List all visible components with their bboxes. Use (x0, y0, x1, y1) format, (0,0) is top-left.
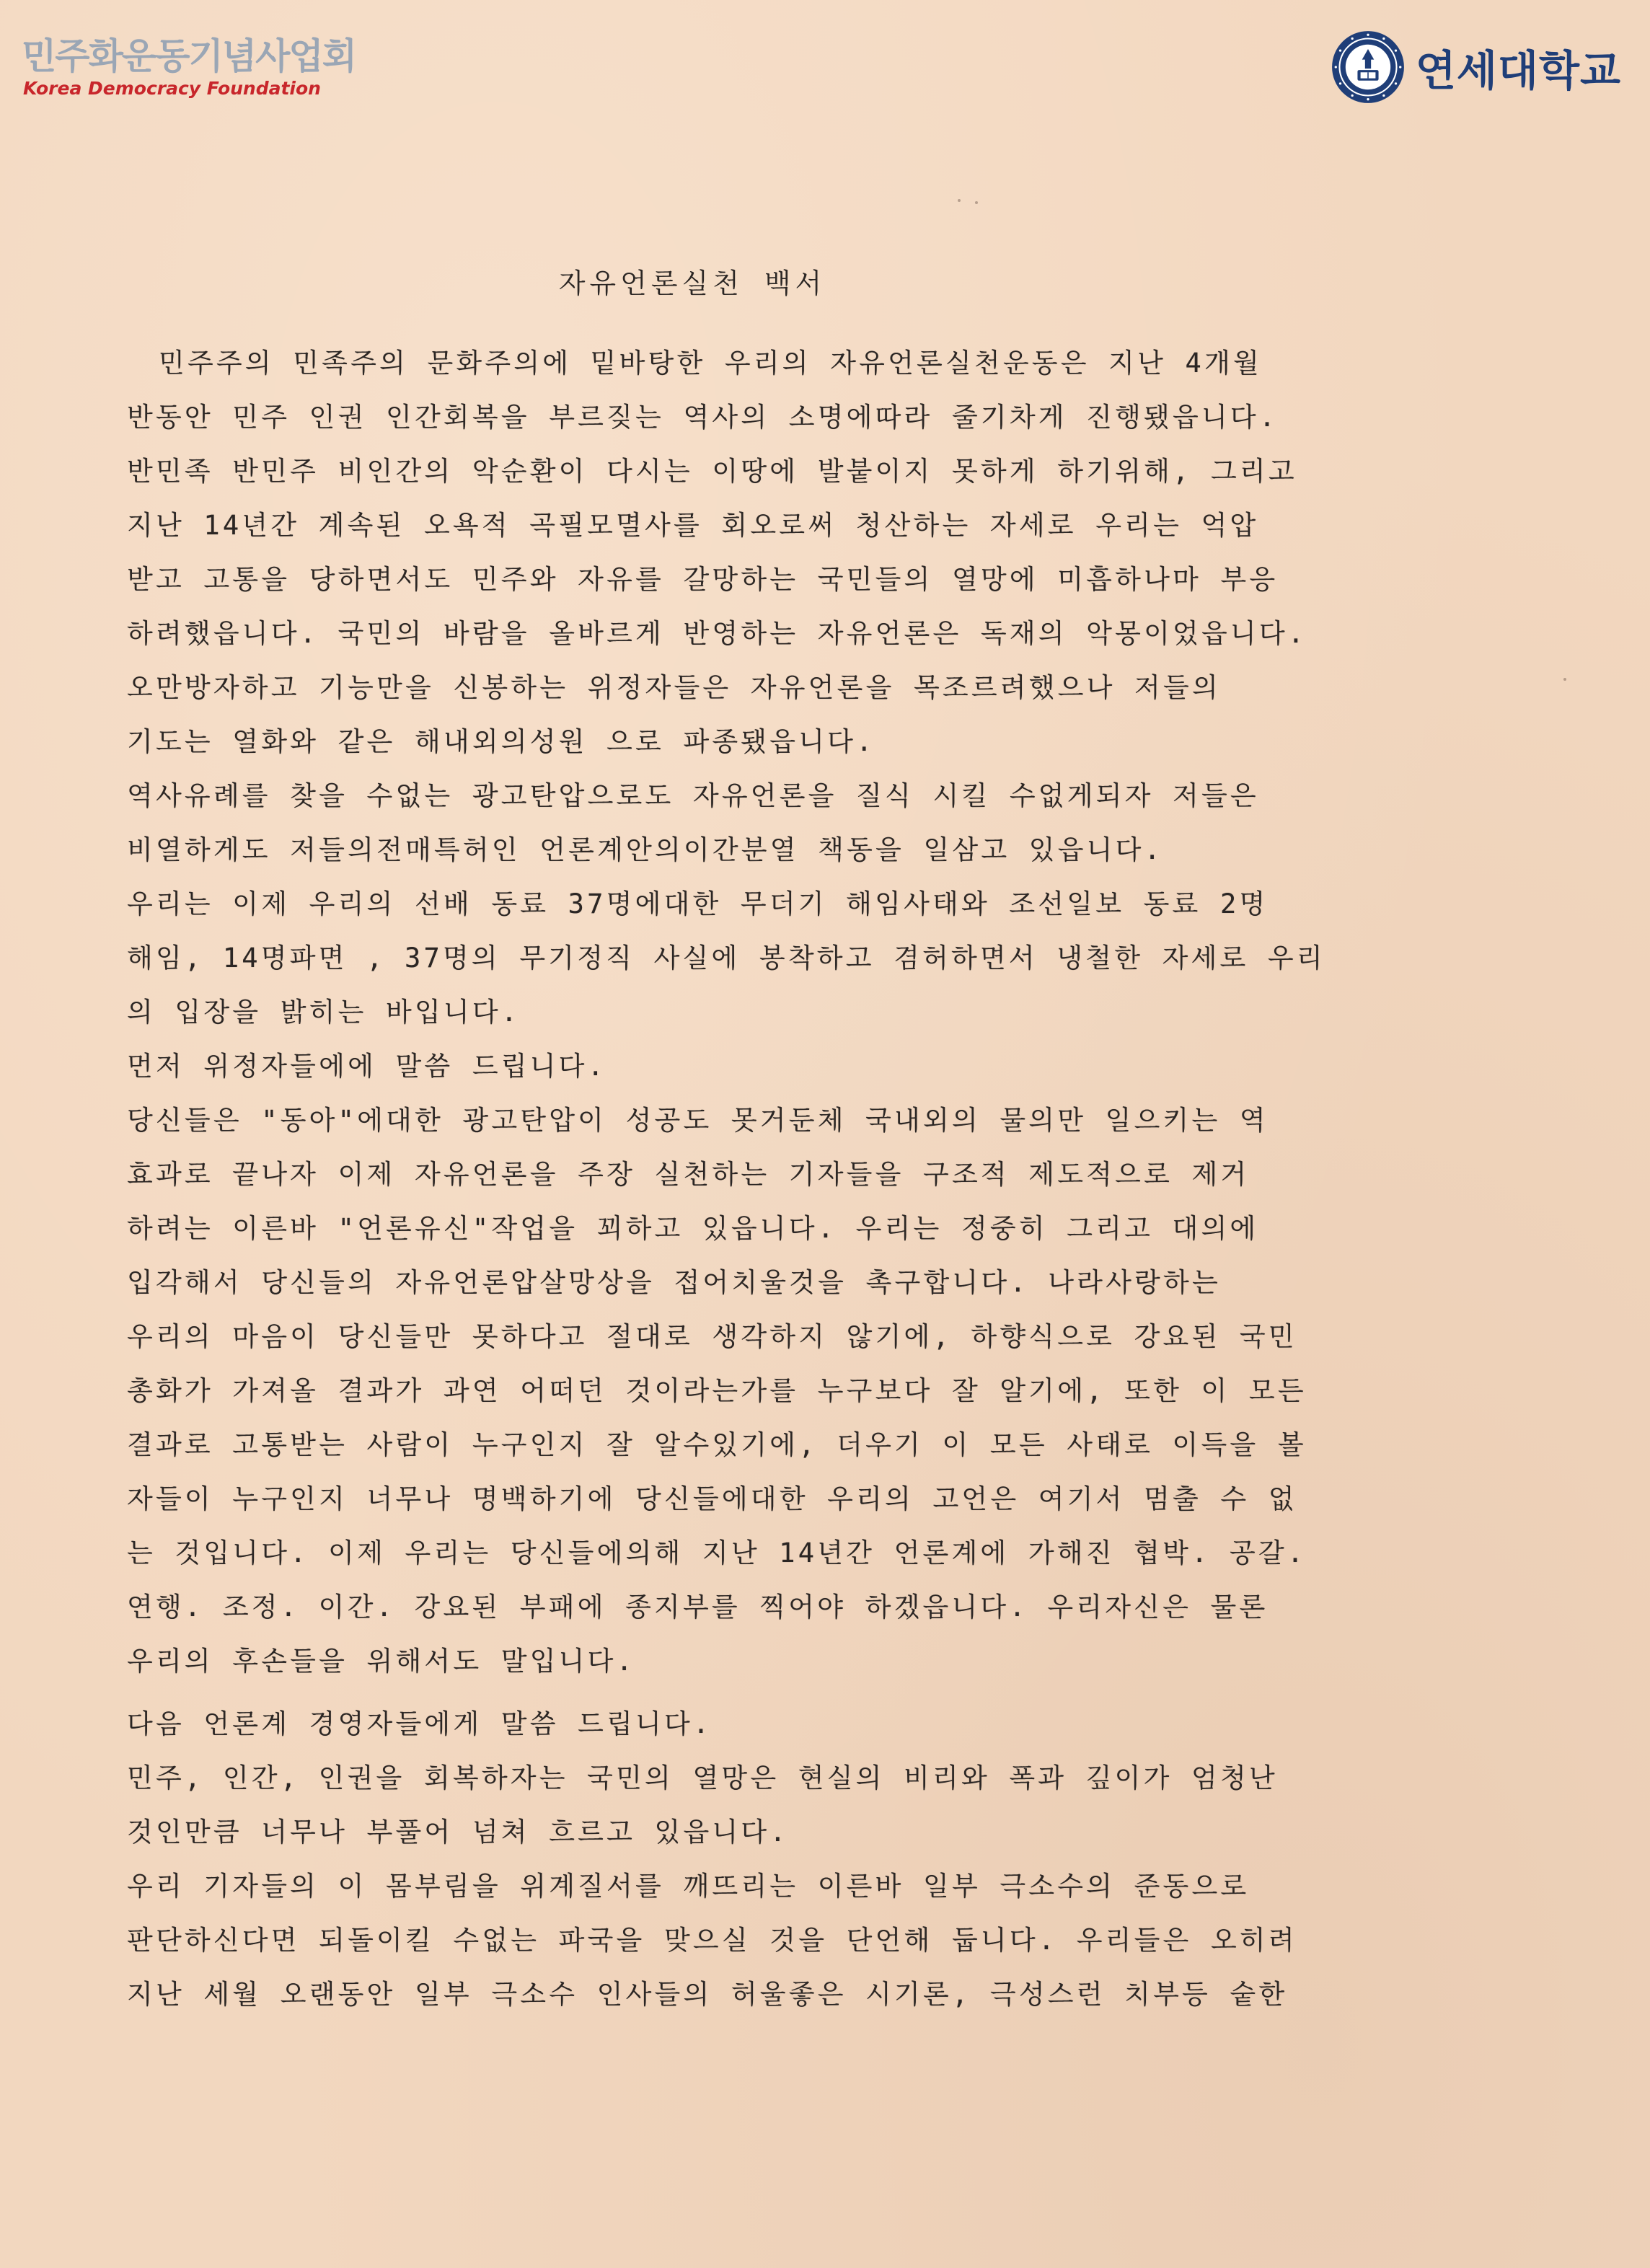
body-line: 의 입장을 밝히는 바입니다. (127, 997, 521, 1028)
body-line: 연행. 조정. 이간. 강요된 부패에 종지부를 찍어야 하겠읍니다. 우리자신은 물론 (127, 1592, 1269, 1623)
paper-speck (975, 201, 978, 204)
body-line: 기도는 열화와 같은 해내외의성원 으로 파종됐읍니다. (127, 726, 875, 757)
body-line: 총화가 가져올 결과가 과연 어떠던 것이라는가를 누구보다 잘 알기에, 또한 이 모든 (127, 1375, 1307, 1406)
body-line: 하려했읍니다. 국민의 바람을 올바르게 반영하는 자유언론은 독재의 악몽이었읍니다. (127, 618, 1307, 649)
body-line: 당신들은 "동아"에대한 광고탄압이 성공도 못거둔체 국내외의 물의만 일으키는 역 (127, 1105, 1269, 1136)
yonsei-seal-icon (1331, 30, 1406, 105)
body-line: 먼저 위정자들에에 말씀 드립니다. (127, 1051, 607, 1082)
body-line: 판단하신다면 되돌이킬 수없는 파국을 맞으실 것을 단언해 둡니다. 우리들은 오히려 (127, 1925, 1297, 1956)
body-line: 는 것입니다. 이제 우리는 당신들에의해 지난 14년간 언론계에 가해진 협박. 공갈. (127, 1537, 1307, 1568)
body-line: 우리의 마음이 당신들만 못하다고 절대로 생각하지 않기에, 하향식으로 강요된 국민 (127, 1321, 1297, 1352)
yonsei-logo-text: 연세대학교 (1415, 46, 1621, 95)
paper-speck (958, 199, 961, 202)
kdf-logo-korean-text: 민주화운동기념사업회 (22, 35, 356, 77)
body-line: 민주, 인간, 인권을 회복하자는 국민의 열망은 현실의 비리와 폭과 깊이가 엄청난 (127, 1762, 1278, 1793)
document-title: 자유언론실천 백서 (558, 268, 826, 299)
body-line: 민주주의 민족주의 문화주의에 밑바탕한 우리의 자유언론실천운동은 지난 4개월 (159, 348, 1262, 379)
body-line: 자들이 누구인지 너무나 명백하기에 당신들에대한 우리의 고언은 여기서 멈출 수 없 (127, 1483, 1297, 1514)
yonsei-logo (1331, 27, 1621, 107)
body-line: 결과로 고통받는 사람이 누구인지 잘 알수있기에, 더우기 이 모든 사태로 이득을 볼 (127, 1429, 1307, 1460)
body-line: 다음 언론계 경영자들에게 말씀 드립니다. (127, 1708, 712, 1739)
body-line: 우리는 이제 우리의 선배 동료 37명에대한 무더기 해임사태와 조선일보 동료 2명 (127, 888, 1269, 919)
body-line: 효과로 끝나자 이제 자유언론을 주장 실천하는 기자들을 구조적 제도적으로 제거 (127, 1159, 1250, 1190)
body-line: 우리의 후손들을 위해서도 말입니다. (127, 1646, 636, 1677)
document-body (127, 336, 1569, 2021)
body-line: 지난 14년간 계속된 오욕적 곡필모멸사를 회오로써 청산하는 자세로 우리는 억압 (127, 510, 1259, 541)
body-line: 지난 세월 오랜동안 일부 극소수 인사들의 허울좋은 시기론, 극성스런 치부등 숱한 (127, 1979, 1288, 2010)
body-line: 반동안 민주 인권 인간회복을 부르짖는 역사의 소명에따라 줄기차게 진행됐읍니다. (127, 402, 1279, 433)
body-line: 해임, 14명파면 , 37명의 무기정직 사실에 봉착하고 겸허하면서 냉철한 자세로 우리 (127, 943, 1325, 974)
kdf-logo-english-text: Korea Democracy Foundation (23, 78, 321, 99)
body-line: 것인만큼 너무나 부풀어 넘쳐 흐르고 있읍니다. (127, 1817, 789, 1848)
body-line: 하려는 이른바 "언론유신"작업을 꾀하고 있읍니다. 우리는 정중히 그리고 대의에 (127, 1213, 1259, 1244)
body-line: 입각해서 당신들의 자유언론압살망상을 접어치울것을 촉구합니다. 나라사랑하는 (127, 1267, 1221, 1298)
body-line: 비열하게도 저들의전매특허인 언론계안의이간분열 책동을 일삼고 있읍니다. (127, 834, 1163, 865)
body-line: 오만방자하고 기능만을 신봉하는 위정자들은 자유언론을 목조르려했으나 저들의 (127, 672, 1221, 703)
body-line: 우리 기자들의 이 몸부림을 위계질서를 깨뜨리는 이른바 일부 극소수의 준동으로 (127, 1871, 1250, 1902)
body-line: 역사유례를 찾을 수없는 광고탄압으로도 자유언론을 질식 시킬 수없게되자 저들은 (127, 780, 1259, 811)
body-line: 받고 고통을 당하면서도 민주와 자유를 갈망하는 국민들의 열망에 미흡하나마 부응 (127, 564, 1279, 595)
body-line: 반민족 반민주 비인간의 악순환이 다시는 이땅에 발붙이지 못하게 하기위해, 그리고 (127, 456, 1297, 487)
kdf-logo (22, 27, 356, 107)
